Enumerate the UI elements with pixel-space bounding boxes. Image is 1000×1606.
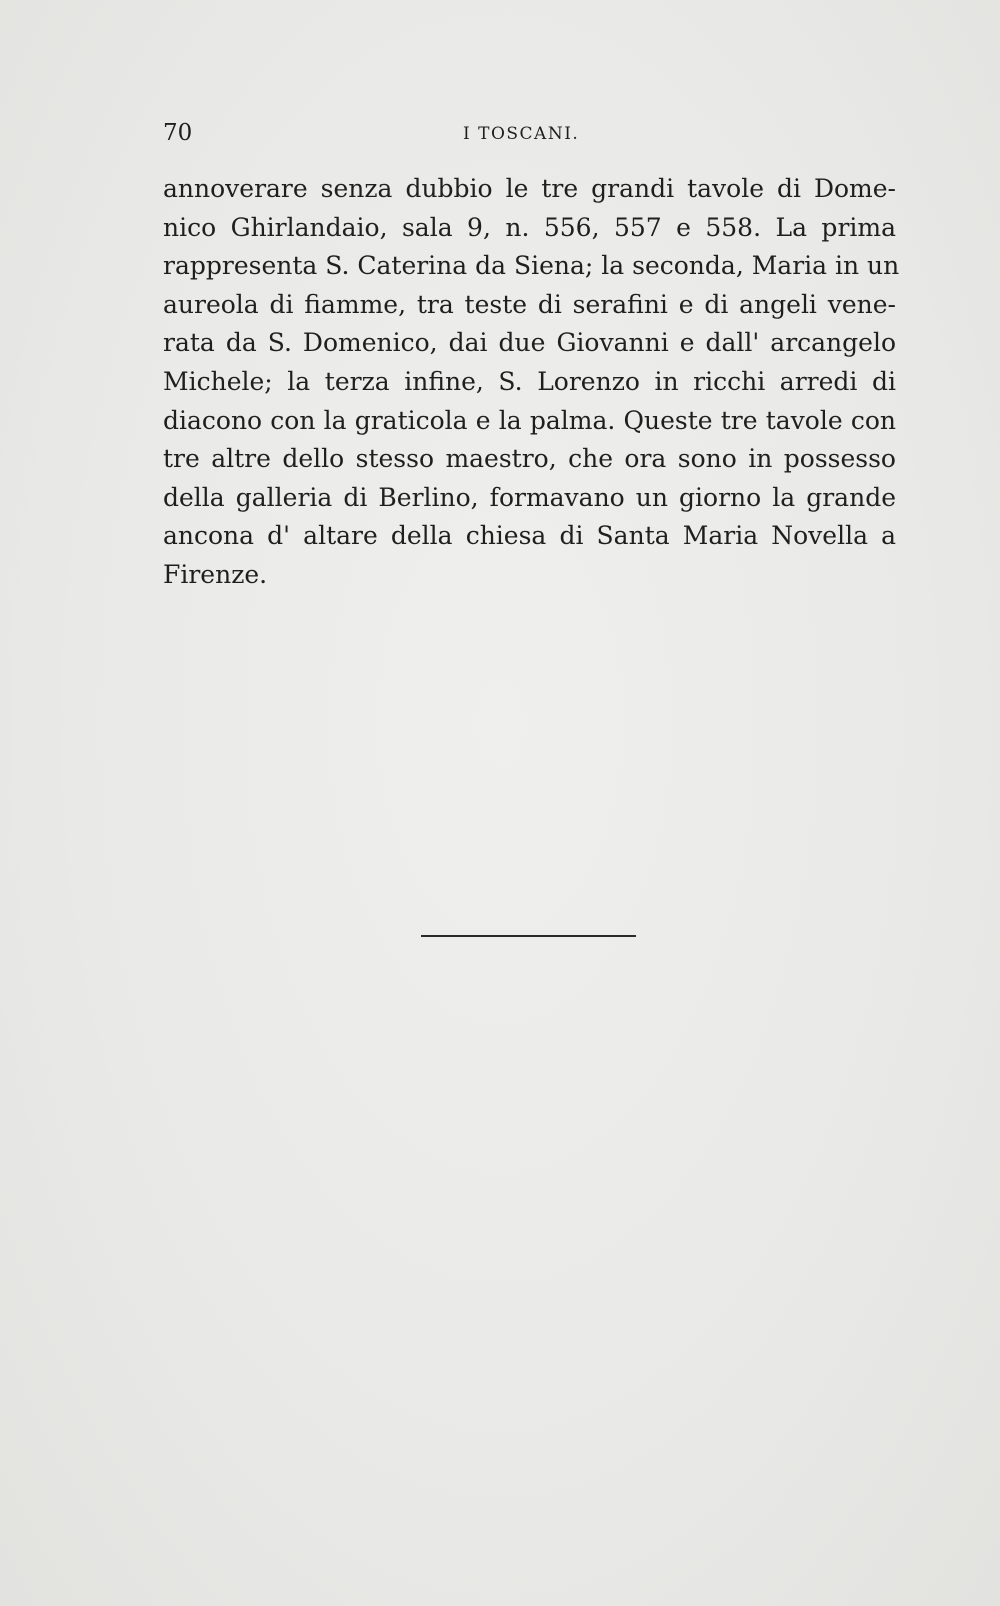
text-line: nico Ghirlandaio, sala 9, n. 556, 557 e 558. La prima xyxy=(163,212,896,242)
running-title: I TOSCANI. xyxy=(463,124,580,144)
text-line: tre altre dello stesso maestro, che ora sono in possesso xyxy=(163,444,896,474)
page-number: 70 xyxy=(163,120,193,146)
text-line: rappresenta S. Caterina da Siena; la seconda, Maria in un xyxy=(163,251,900,281)
text-line: annoverare senza dubbio le tre grandi tavole di Dome- xyxy=(163,174,896,203)
text-line: rata da S. Domenico, dai due Giovanni e dall' arcangelo xyxy=(163,328,896,358)
text-line: aureola di fiamme, tra teste di serafini e di angeli vene- xyxy=(163,289,896,319)
text-line: Michele; la terza infine, S. Lorenzo in ricchi arredi di xyxy=(163,366,896,396)
text-line: Firenze. xyxy=(163,559,268,589)
text-line: ancona d' altare della chiesa di Santa Maria Novella a xyxy=(163,521,896,551)
body-paragraph xyxy=(163,170,900,595)
text-line: della galleria di Berlino, formavano un giorno la grande xyxy=(163,482,896,512)
text-line: diacono con la graticola e la palma. Queste tre tavole con xyxy=(163,405,896,435)
section-divider xyxy=(421,935,636,937)
page-header xyxy=(163,120,893,160)
